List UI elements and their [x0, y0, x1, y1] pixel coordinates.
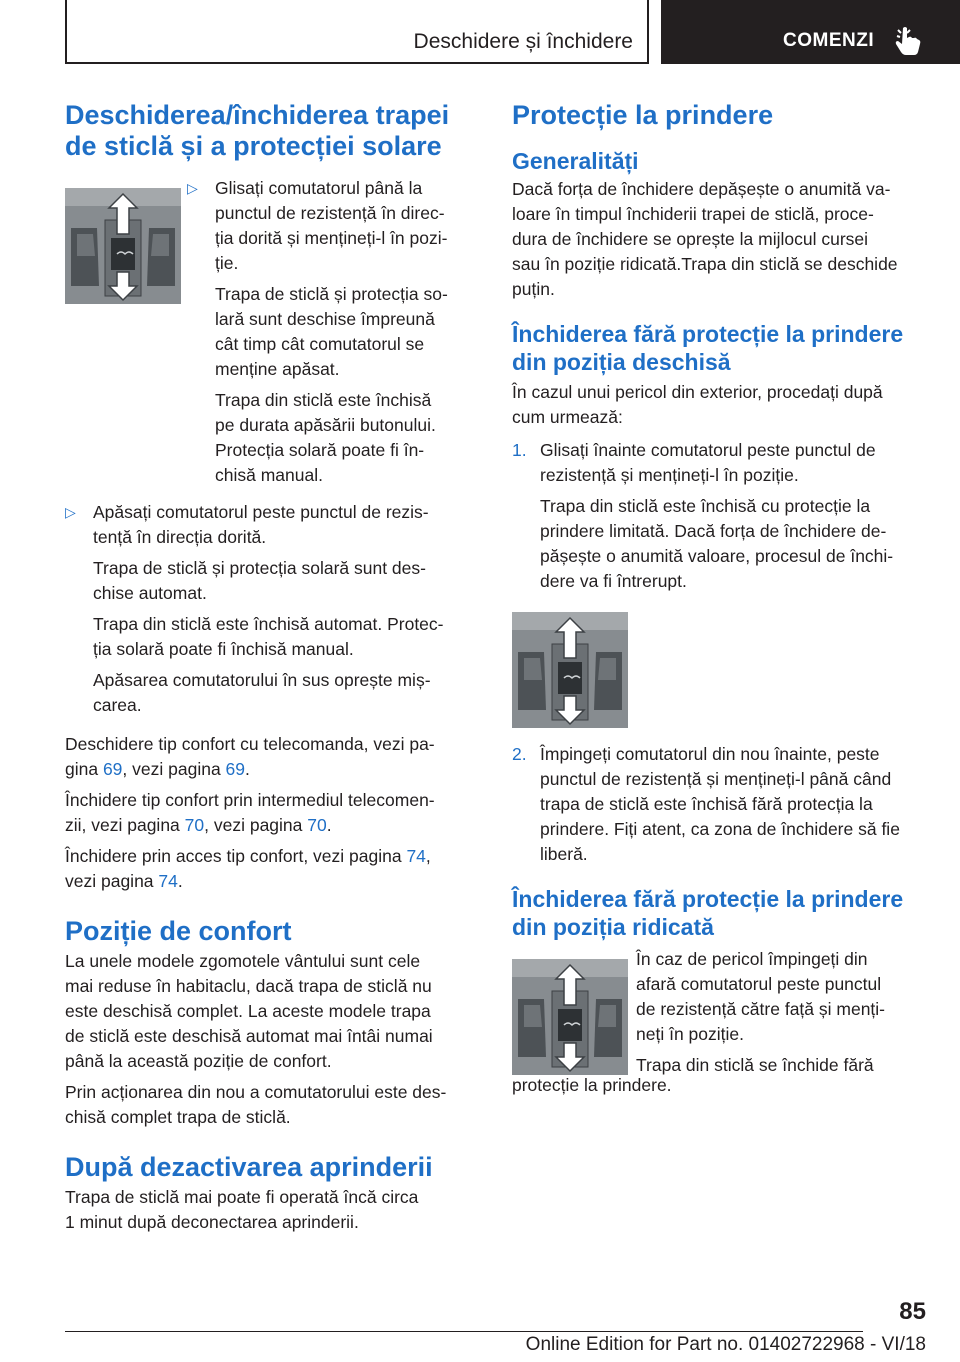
header-tab[interactable] — [661, 0, 960, 64]
raised-block — [512, 947, 927, 1073]
raised-text: În caz de pericol împingeți din afară comutatorul peste punctul de rezistență către față și menți- neți în poziție. Trapa din sticlă se închide fără — [636, 949, 885, 1075]
page-link[interactable]: 70 — [307, 815, 327, 835]
step-number: 2. — [512, 744, 527, 764]
bullet-item: ▷ Apăsați comutatorul peste punctul de rezis- tență în direcția dorită. Trapa de sticlă și protecția solară sunt des- chise automat. Trapa din sticlă este închisă automat. Protec- ția solară poate fi închisă manual. Apăsarea comutatorului în sus oprește miș- carea. — [65, 502, 444, 715]
header-section-box — [65, 0, 649, 64]
raised-paragraph-end: protecție la prindere. — [512, 1075, 672, 1095]
page-link[interactable]: 74 — [158, 871, 178, 891]
header-tab-label: COMENZI — [783, 30, 875, 51]
section-heading-pinch: Protecție la prindere — [512, 100, 774, 130]
reference-paragraph-2: Închidere tip confort prin intermediul telecomen- zii, vezi pagina 70, vezi pagina 70. — [65, 790, 435, 835]
footer-divider — [65, 1331, 863, 1332]
switch-figure-1 — [65, 188, 181, 304]
comfort-paragraph-2: Prin acționarea din nou a comutatorului este des- chisă complet trapa de sticlă. — [65, 1082, 447, 1127]
section-heading-sunroof: Deschiderea/închiderea trapei de sticlă și a protecției solare — [65, 100, 450, 161]
comfort-paragraph: La unele modele zgomotele vântului sunt cele mai reduse în habitaclu, dacă trapa de sticlă nu este deschisă complet. La aceste modele trapa de sticlă este deschisă automat mai întâi numai până la această poziție de confort. — [65, 951, 433, 1071]
triangle-bullet-icon: ▷ — [65, 504, 76, 520]
switch-figure-3 — [512, 959, 628, 1075]
page-number: 85 — [899, 1298, 926, 1325]
reference-paragraph-1: Deschidere tip confort cu telecomanda, vezi pa- gina 69, vezi pagina 69. — [65, 734, 435, 779]
subheading-closing-open: Închiderea fără protecție la prindere din poziția deschisă — [512, 321, 904, 375]
reference-paragraph-3: Închidere prin acces tip confort, vezi pagina 74, vezi pagina 74. — [65, 846, 431, 891]
section-heading-comfort: Poziție de confort — [65, 916, 292, 946]
triangle-bullet-icon: ▷ — [187, 180, 198, 196]
step-item: 2. Împingeți comutatorul din nou înainte, peste punctul de rezistență și mențineți-l până când trapa de sticlă este închisă fără protecția la prindere. Fiți atent, ca zona de închidere să fie liberă. — [512, 744, 900, 864]
page-link[interactable]: 69 — [102, 759, 123, 779]
step-number: 1. — [512, 440, 527, 460]
open-paragraph: În cazul unui pericol din exterior, procedați după cum urmează: — [512, 382, 883, 427]
page-link[interactable]: 74 — [406, 846, 426, 866]
hand-pointer-icon — [894, 26, 922, 56]
subheading-closing-raised: Închiderea fără protecție la prindere din poziția ridicată — [512, 886, 904, 940]
bullet-list-1 — [187, 176, 478, 488]
bullet-item: ▷ Glisați comutatorul până la punctul de rezistență în direc- ția dorită și mențineți-l în pozi- ție. Trapa de sticlă și protecția so- lară sunt deschise împreună cât timp cât comutatorul se menține apăsat. Trapa din sticlă este închisă pe durata apăsării butonului. Protecția solară poate fi în- chisă manual. — [187, 178, 448, 485]
step-item: 1. Glisați înainte comutatorul peste punctul de rezistență și mențineți-l în poziție. Trapa din sticlă este închisă cu protecție la prindere limitată. Dacă forța de închidere de- pășește o anumită valoare, procesul de închi- dere va fi întrerupt. — [512, 440, 894, 591]
page-link[interactable]: 69 — [225, 759, 246, 779]
general-paragraph: Dacă forța de închidere depășește o anumită va- loare în timpul închiderii trapei de sticlă, proce- dura de închidere se oprește la mijlocul cursei sau în poziție ridicată.Trapa din sticlă se deschide puțin. — [512, 179, 898, 299]
sunroof-switch-block — [65, 176, 478, 500]
header-section-title: Deschidere și închidere — [413, 30, 633, 53]
switch-figure-2 — [512, 612, 628, 728]
left-column — [65, 100, 478, 1235]
footer-edition: Online Edition for Part no. 01402722968 - VI/18 — [525, 1334, 926, 1355]
ignition-paragraph: Trapa de sticlă mai poate fi operată încă circa 1 minut după deconectarea aprinderii. — [65, 1187, 419, 1232]
page-link[interactable]: 70 — [184, 815, 205, 835]
section-heading-ignition: După dezactivarea aprinderii — [65, 1152, 433, 1182]
subheading-general: Generalități — [512, 148, 639, 174]
right-column — [512, 100, 927, 1098]
